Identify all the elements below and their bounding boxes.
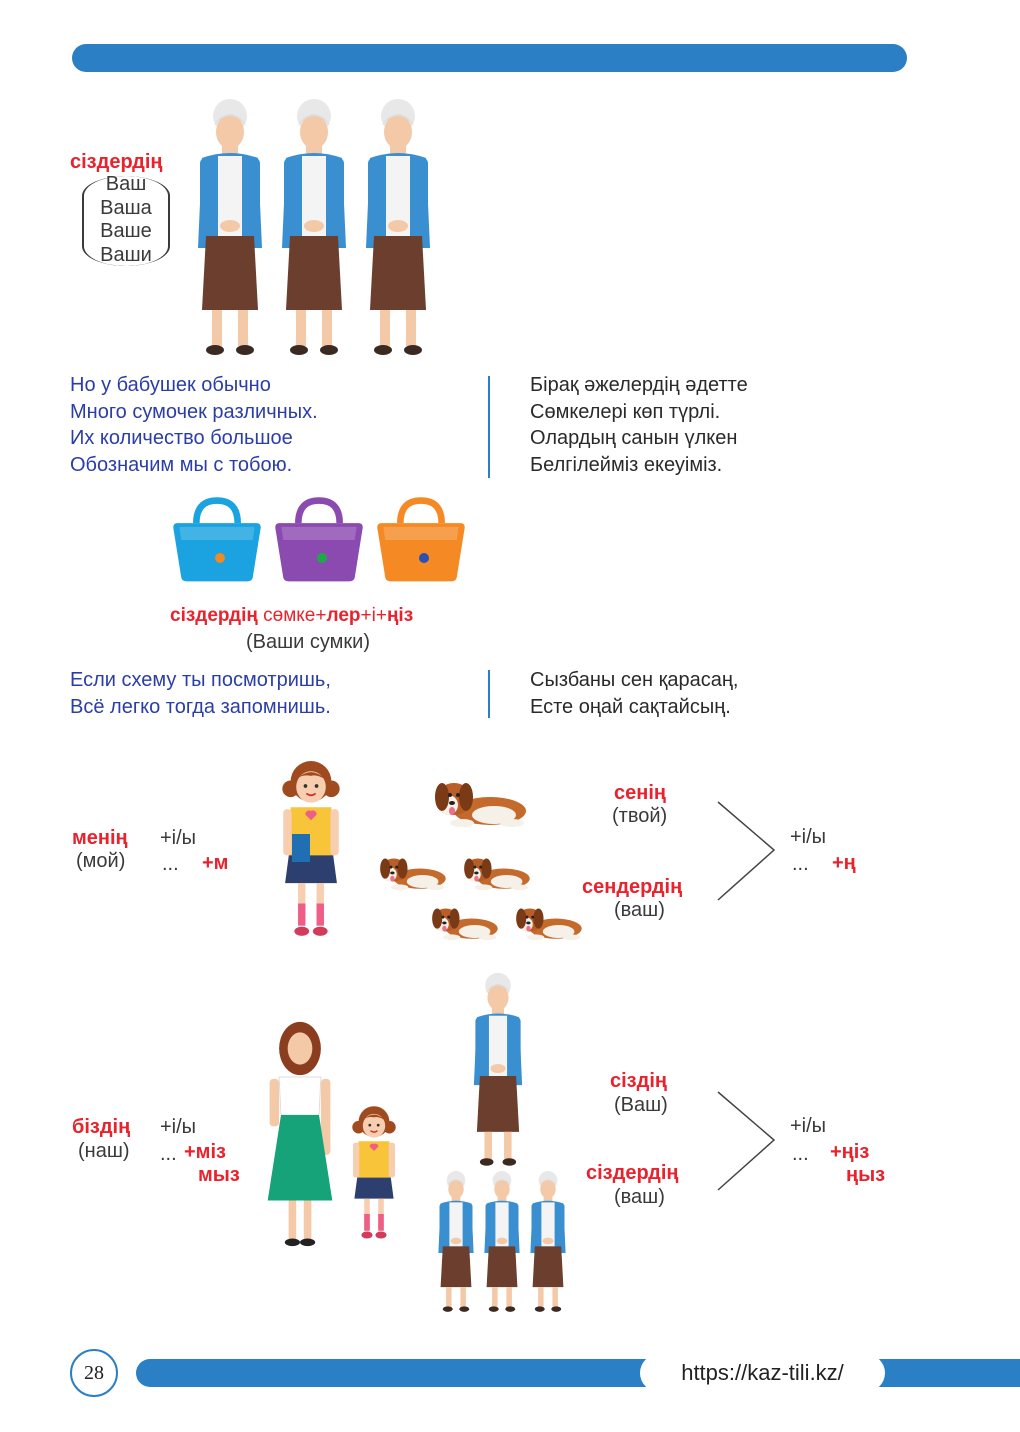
- formula-part: +: [360, 605, 372, 626]
- grandma-illustration: [190, 98, 270, 358]
- scheme1-left-suffix-bottom: +м: [202, 852, 229, 874]
- poem-line: Их количество большое: [70, 427, 293, 449]
- grandma-illustration: [434, 1170, 478, 1314]
- scheme1-left-translation: (мой): [76, 850, 126, 872]
- poem2-ru: [70, 667, 331, 720]
- formula-part: +: [315, 605, 327, 626]
- label-sizderdin: сіздердің: [70, 151, 163, 173]
- formula-part: лер: [326, 605, 361, 626]
- footer-bar: [136, 1359, 1020, 1387]
- poem-line: Если схему ты посмотришь,: [70, 669, 331, 691]
- poem-line: Бірақ әжелердің әдетте: [530, 374, 748, 396]
- form-item: Ваши: [100, 243, 152, 266]
- formula-part: сөмке: [263, 605, 316, 626]
- scheme2-left-suffix-b1: +міз: [184, 1141, 226, 1163]
- bags-translation: (Ваши сумки): [246, 631, 371, 653]
- scheme2-r1-translation: (Ваш): [614, 1094, 668, 1116]
- orange-bag-illustration: [374, 494, 468, 588]
- scheme1-right-suffix-bottom: +ң: [832, 852, 856, 874]
- poem-line: Сызбаны сен қарасаң,: [530, 669, 739, 691]
- dog-illustration: [514, 896, 586, 944]
- purple-bag-illustration: [272, 494, 366, 588]
- poem-line: Всё легко тогда запомнишь.: [70, 695, 331, 718]
- poem1-ru: [70, 372, 318, 478]
- dog-illustration: [430, 896, 502, 944]
- scheme2-left-dots: ...: [160, 1143, 177, 1165]
- scheme2-right-suffix-top: +і/ы: [790, 1115, 827, 1137]
- poem1-kz: [530, 372, 748, 478]
- dog-illustration: [378, 846, 450, 894]
- bags-formula: [170, 605, 413, 627]
- scheme1-r1-word: сенің: [614, 782, 666, 804]
- blue-bag-illustration: [170, 494, 264, 588]
- scheme1-left-dots: ...: [162, 853, 179, 875]
- scheme2-right-suffix-b2: ңыз: [846, 1164, 886, 1186]
- scheme1-right-suffix-top: +і/ы: [790, 826, 827, 848]
- merge-bracket: [716, 1090, 778, 1194]
- scheme1-r2-translation: (ваш): [614, 899, 665, 921]
- scheme1-right-dots: ...: [792, 853, 809, 875]
- girl-illustration: [346, 1096, 402, 1248]
- grandma-illustration: [526, 1170, 570, 1314]
- formula-part: ңіз: [386, 605, 414, 626]
- grandma-illustration: [480, 1170, 524, 1314]
- poem-line: Но у бабушек обычно: [70, 374, 271, 396]
- scheme1-r2-word: сендердің: [582, 876, 683, 898]
- header-bar: [72, 44, 907, 72]
- scheme2-right-suffix-b1: +ңіз: [830, 1141, 870, 1163]
- poem-divider: [488, 670, 490, 718]
- formula-part: і: [371, 605, 376, 626]
- scheme2-r2-word: сіздердің: [586, 1162, 679, 1184]
- poem-line: Есте оңай сақтайсың.: [530, 695, 731, 718]
- poem-line: Олардың санын үлкен: [530, 427, 738, 449]
- poem-line: Белгілейміз екеуіміз.: [530, 453, 723, 476]
- scheme1-r1-translation: (твой): [612, 805, 668, 827]
- scheme2-r2-translation: (ваш): [614, 1186, 665, 1208]
- site-url-link[interactable]: https://kaz-tili.kz/: [640, 1354, 885, 1392]
- scheme2-left-suffix-b2: мыз: [198, 1164, 240, 1186]
- scheme2-left-word: біздің: [72, 1116, 131, 1138]
- forms-list: [90, 173, 162, 267]
- formula-part: сіздердің: [170, 605, 258, 626]
- scheme2-left-translation: (наш): [78, 1140, 130, 1162]
- scheme2-right-dots: ...: [792, 1143, 809, 1165]
- scheme2-r1-word: сіздің: [610, 1070, 667, 1092]
- mother-illustration: [262, 1018, 338, 1250]
- merge-bracket: [716, 800, 778, 904]
- poem-line: Обозначим мы с тобою.: [70, 453, 293, 476]
- grandma-illustration: [274, 98, 354, 358]
- scheme1-left-word: менің: [72, 827, 128, 849]
- poem-line: Сөмкелері көп түрлі.: [530, 400, 721, 423]
- poem-line: Много сумочек различных.: [70, 400, 318, 423]
- scheme1-left-suffix-top: +і/ы: [160, 827, 197, 849]
- girl-with-book-illustration: [274, 748, 348, 948]
- poem2-kz: [530, 667, 738, 720]
- form-item: Ваше: [100, 220, 152, 242]
- page-number: 28: [70, 1349, 118, 1397]
- form-item: Ваша: [100, 196, 152, 219]
- formula-part: +: [375, 605, 387, 626]
- dog-illustration: [462, 846, 534, 894]
- form-item: Ваш: [105, 173, 147, 195]
- scheme2-left-suffix-top: +і/ы: [160, 1116, 197, 1138]
- dog-illustration: [432, 766, 532, 832]
- grandma-illustration: [358, 98, 438, 358]
- grandma-illustration: [466, 972, 530, 1168]
- poem-divider: [488, 376, 490, 478]
